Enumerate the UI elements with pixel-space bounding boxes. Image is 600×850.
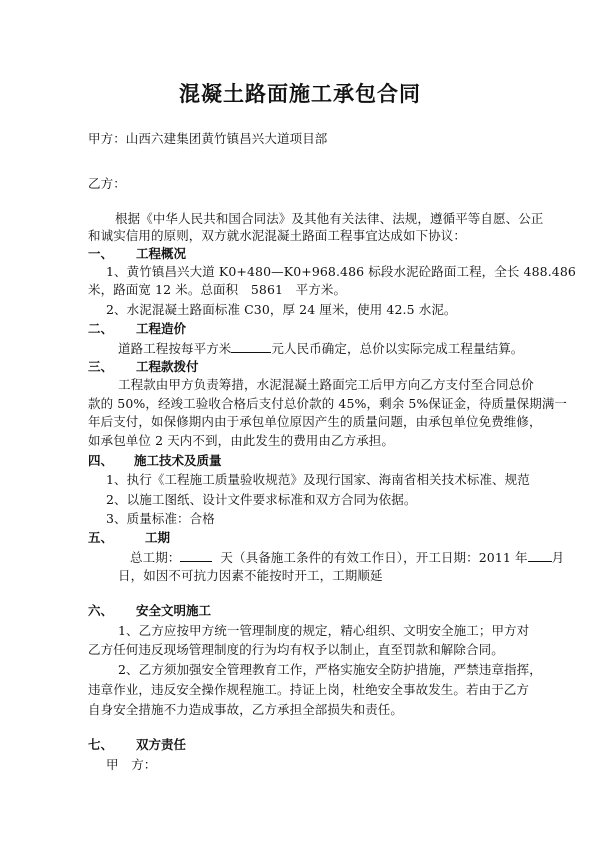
section-7-number: 七、 (88, 737, 114, 752)
section-2-title: 工程造价 (136, 321, 187, 336)
section-7-heading (88, 737, 186, 753)
month-blank (528, 549, 552, 562)
section-3-line-3: 年后支付，如保修期内由于承包单位原因产生的质量问题，由承包单位免费维修， (88, 414, 542, 429)
section-3-title: 工程款拨付 (136, 359, 199, 374)
duration-label: 总工期： (130, 550, 181, 565)
section-5-line-1 (130, 549, 564, 566)
section-6-line-4: 违章作业，违反安全操作规程施工。持证上岗，杜绝安全事故发生。若由于乙方 (88, 682, 530, 697)
section-6-heading (88, 603, 211, 619)
section-1-line-2: 米，路面宽 12 米。总面积 5861 平方米。 (88, 282, 347, 297)
section-1-line-3: 2、水泥混凝土路面标准 C30，厚 24 厘米，使用 42.5 水泥。 (106, 302, 457, 317)
section-4-heading (88, 453, 222, 469)
section-5-title: 工期 (145, 530, 171, 545)
duration-blank (180, 549, 212, 562)
section-3-line-2: 款的 50%，经竣工验收合格后支付总价款的 45%，剩余 5%保证金，待质量保期满一 (88, 396, 568, 411)
section-4-number: 四、 (88, 453, 114, 468)
section-3-heading (88, 359, 199, 375)
section-6-number: 六、 (88, 603, 114, 618)
section-6-line-1: 1、乙方应按甲方统一管理制度的规定，精心组织、文明安全施工；甲方对 (118, 623, 530, 638)
price-blank (231, 340, 271, 353)
section-7-party-a: 甲 方： (106, 757, 157, 772)
month-label: 月 (551, 550, 565, 565)
price-text-pre: 道路工程按每平方米 (118, 341, 232, 356)
section-1-line-1: 1、黄竹镇昌兴大道 K0+480—K0+968.486 标段水泥砼路面工程，全长 488.486 (106, 264, 576, 279)
section-2-heading (88, 321, 186, 337)
intro-line-2: 和诚实信用的原则，双方就水泥混凝土路面工程事宜达成如下协议： (88, 228, 467, 243)
party-b-line: 乙方： (88, 176, 126, 191)
section-1-title: 工程概况 (136, 246, 187, 261)
section-3-number: 三、 (88, 359, 114, 374)
section-2-line (118, 340, 523, 357)
section-5-heading (88, 530, 170, 546)
section-3-line-4: 如承包单位 2 天内不到，由此发生的费用由乙方承担。 (88, 433, 395, 448)
section-4-title: 施工技术及质量 (134, 453, 222, 468)
section-5-line-2: 日，如因不可抗力因素不能按时开工，工期顺延 (118, 568, 383, 583)
section-4-line-2: 2、以施工图纸、设计文件要求标准和双方合同为依据。 (106, 492, 417, 507)
section-6-line-2: 乙方任何违反现场管理制度的行为均有权予以制止，直至罚款和解除合同。 (88, 642, 504, 657)
section-1-heading (88, 246, 186, 262)
party-a-line: 甲方：山西六建集团黄竹镇昌兴大道项目部 (88, 131, 328, 146)
section-2-number: 二、 (88, 321, 114, 336)
section-6-line-5: 自身安全措施不力造成事故，乙方承担全部损失和责任。 (88, 702, 404, 717)
price-text-post: 元人民币确定，总价以实际完成工程量结算。 (271, 341, 524, 356)
section-5-number: 五、 (88, 530, 114, 545)
intro-line-1: 根据《中华人民共和国合同法》及其他有关法律、法规，遵循平等自愿、公正 (115, 211, 544, 226)
section-6-title: 安全文明施工 (136, 603, 212, 618)
section-1-number: 一、 (88, 246, 114, 261)
start-date-text: 天（具备施工条件的有效工作日），开工日期：2011 年 (220, 550, 528, 565)
document-title: 混凝土路面施工承包合同 (179, 81, 421, 106)
section-6-line-3: 2、乙方须加强安全管理教育工作，严格实施安全防护措施，严禁违章指挥， (118, 662, 542, 677)
section-4-line-1: 1、执行《工程施工质量验收规范》及现行国家、海南省相关技术标准、规范 (106, 472, 530, 487)
section-7-title: 双方责任 (136, 737, 187, 752)
section-3-line-1: 工程款由甲方负责筹措，水泥混凝土路面完工后甲方向乙方支付至合同总价 (118, 377, 534, 392)
section-4-line-3: 3、质量标准：合格 (106, 511, 215, 526)
